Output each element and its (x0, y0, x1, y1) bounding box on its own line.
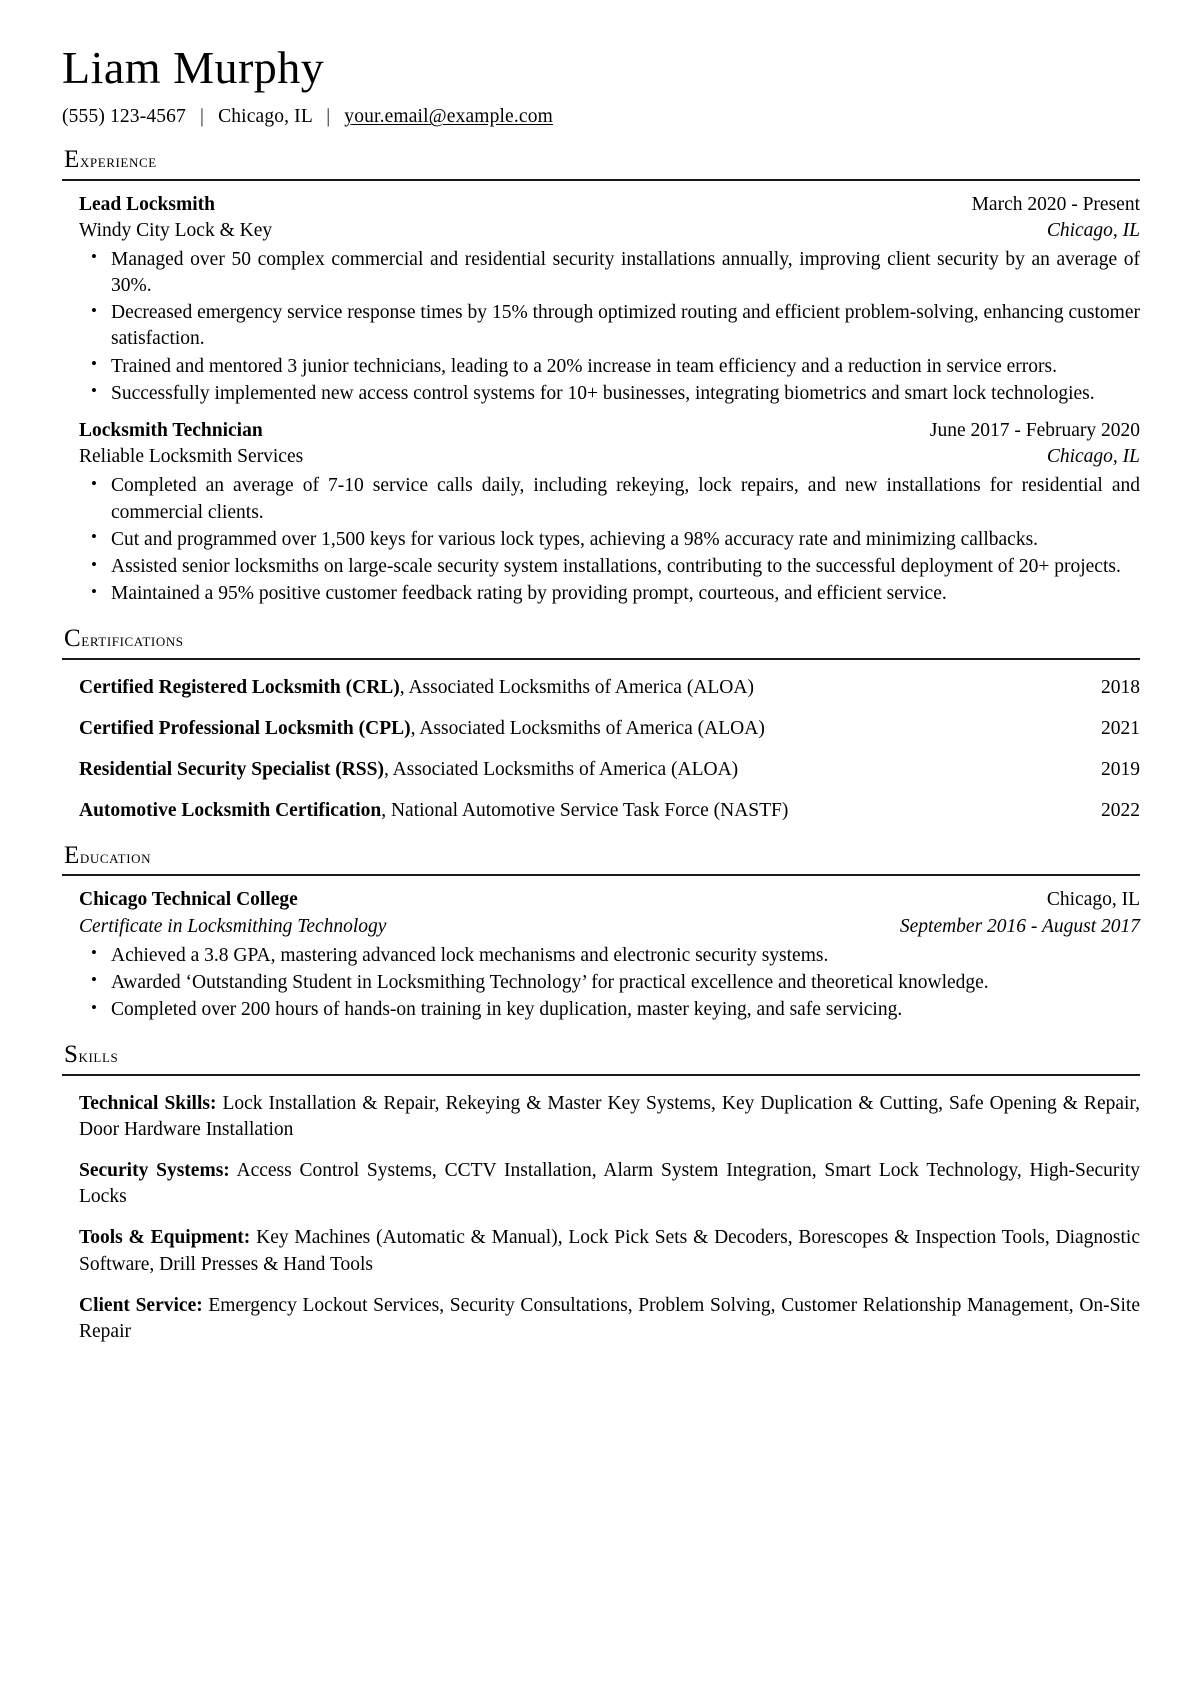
skill-category-values: Access Control Systems, CCTV Installation, Alarm System Integration, Smart Lock Technology, High-Security Locks (79, 1160, 1140, 1208)
certification-issuer: , Associated Locksmiths of America (ALOA) (383, 758, 739, 780)
certification-issuer: , National Automotive Service Task Force (NASTF) (381, 800, 789, 822)
certification-name: Automotive Locksmith Certification (79, 800, 382, 822)
job-bullet: • Decreased emergency service response times by 15% through optimized routing and efficient problem-solving, enhancing customer satisfaction. (79, 300, 1140, 352)
section-title-initial: E (64, 842, 80, 870)
job-dates: June 2017 - February 2020 (929, 420, 1140, 442)
job-dates: March 2020 - Present (971, 193, 1140, 215)
job-bullet: • Successfully implemented new access control systems for 10+ businesses, integrating biometrics and smart lock technologies. (79, 381, 1140, 407)
education-entry-subline (79, 914, 1140, 940)
candidate-name: Liam Murphy (62, 42, 325, 93)
job-bullet: • Cut and programmed over 1,500 keys for various lock types, achieving a 98% accuracy rate and minimizing callbacks. (79, 527, 1140, 553)
section-rule (62, 179, 1140, 181)
certification-item (62, 757, 1140, 783)
job-location: Chicago, IL (1046, 446, 1140, 468)
certification-item (62, 675, 1140, 701)
section-certifications (62, 623, 1140, 824)
school-location: Chicago, IL (1046, 889, 1140, 911)
certification-text (79, 675, 770, 701)
skill-category-values: Lock Installation & Repair, Rekeying & Master Key Systems, Key Duplication & Cutting, Safe Opening & Repair, Door Hardware Installation (79, 1092, 1141, 1140)
skill-group (62, 1293, 1140, 1345)
skill-category-label: Security Systems: (79, 1160, 230, 1182)
skill-group (62, 1091, 1140, 1143)
skill-category-values: Emergency Lockout Services, Security Consultations, Problem Solving, Customer Relationship Management, On-Site Repair (79, 1294, 1140, 1343)
skill-group (62, 1225, 1140, 1277)
section-education (62, 840, 1140, 1023)
certification-year: 2021 (1101, 717, 1140, 739)
section-title-initial: E (64, 146, 80, 174)
contact-line (62, 106, 1140, 128)
resume-header (62, 44, 1140, 128)
certification-item (62, 798, 1140, 824)
skill-category-label: Technical Skills: (79, 1092, 217, 1114)
certification-issuer: , Associated Locksmiths of America (ALOA) (410, 717, 765, 739)
skill-category-values: Key Machines (Automatic & Manual), Lock Pick Sets & Decoders, Borescopes & Inspection Tools, Diagnostic Software, Drill Presses & Hand Tools (79, 1227, 1140, 1275)
experience-entry-subline (79, 444, 1140, 470)
skill-category-label: Client Service: (79, 1294, 203, 1316)
location-text: Chicago, IL (218, 106, 313, 128)
experience-entry (62, 418, 1140, 607)
email-link[interactable]: your.email@example.com (344, 106, 553, 128)
job-bullet: • Maintained a 95% positive customer feedback rating by providing prompt, courteous, and efficient service. (79, 581, 1140, 607)
contact-separator: | (200, 106, 205, 128)
section-title-experience (62, 144, 1140, 175)
job-bullet-list (79, 473, 1140, 607)
employer-name: Windy City Lock & Key (79, 219, 273, 241)
certification-item (62, 716, 1140, 742)
certification-text (79, 757, 754, 783)
section-title-initial: C (64, 625, 82, 653)
certification-issuer: , Associated Locksmiths of America (ALOA) (399, 676, 754, 698)
job-bullet: • Trained and mentored 3 junior technicians, leading to a 20% increase in team efficiency and a reduction in service errors. (79, 354, 1140, 380)
skill-group (62, 1158, 1140, 1210)
degree-name: Certificate in Locksmithing Technology (79, 915, 387, 937)
education-entry-headline (79, 887, 1140, 913)
section-skills (62, 1039, 1140, 1345)
section-title-rest: xperience (79, 151, 157, 173)
phone-number: (555) 123-4567 (62, 106, 186, 128)
certification-name: Certified Professional Locksmith (CPL) (79, 717, 411, 739)
certification-text (79, 798, 804, 824)
education-bullet: • Completed over 200 hours of hands-on training in key duplication, master keying, and safe servicing. (79, 997, 1140, 1023)
education-entry (62, 887, 1140, 1023)
certification-year: 2019 (1101, 758, 1140, 780)
education-bullet: • Achieved a 3.8 GPA, mastering advanced lock mechanisms and electronic security systems. (79, 943, 1140, 969)
school-name: Chicago Technical College (79, 889, 298, 911)
section-title-rest: ducation (79, 847, 152, 869)
certification-year: 2022 (1101, 800, 1140, 822)
experience-entry-headline (79, 418, 1140, 444)
job-title: Locksmith Technician (79, 420, 263, 442)
education-dates: September 2016 - August 2017 (899, 915, 1140, 937)
section-rule (62, 874, 1140, 876)
job-bullet: • Completed an average of 7-10 service calls daily, including rekeying, lock repairs, and new installations for residential and commercial clients. (79, 473, 1140, 525)
section-title-rest: ertifications (81, 630, 184, 652)
job-title: Lead Locksmith (79, 193, 215, 215)
contact-separator: | (326, 106, 331, 128)
certification-year: 2018 (1101, 676, 1140, 698)
section-title-rest: kills (78, 1046, 119, 1068)
section-experience (62, 144, 1140, 607)
section-title-certifications (62, 623, 1140, 654)
education-bullet-list (79, 943, 1140, 1024)
experience-entry-headline (79, 192, 1140, 218)
section-title-initial: S (64, 1041, 79, 1069)
section-title-skills (62, 1039, 1140, 1070)
experience-entry (62, 192, 1140, 408)
job-bullet-list (79, 247, 1140, 407)
experience-entry-subline (79, 218, 1140, 244)
certification-name: Certified Registered Locksmith (CRL) (79, 676, 400, 698)
job-location: Chicago, IL (1046, 219, 1140, 241)
job-bullet: • Assisted senior locksmiths on large-scale security system installations, contributing to the successful deployment of 20+ projects. (79, 554, 1140, 580)
section-rule (62, 1074, 1140, 1076)
section-rule (62, 658, 1140, 660)
certification-name: Residential Security Specialist (RSS) (79, 758, 384, 780)
certification-text (79, 716, 781, 742)
section-title-education (62, 840, 1140, 871)
job-bullet: • Managed over 50 complex commercial and residential security installations annually, improving client security by an average of 30%. (79, 247, 1140, 299)
employer-name: Reliable Locksmith Services (79, 446, 304, 468)
education-bullet: • Awarded ‘Outstanding Student in Locksmithing Technology’ for practical excellence and theoretical knowledge. (79, 970, 1140, 996)
skill-category-label: Tools & Equipment: (79, 1227, 251, 1249)
